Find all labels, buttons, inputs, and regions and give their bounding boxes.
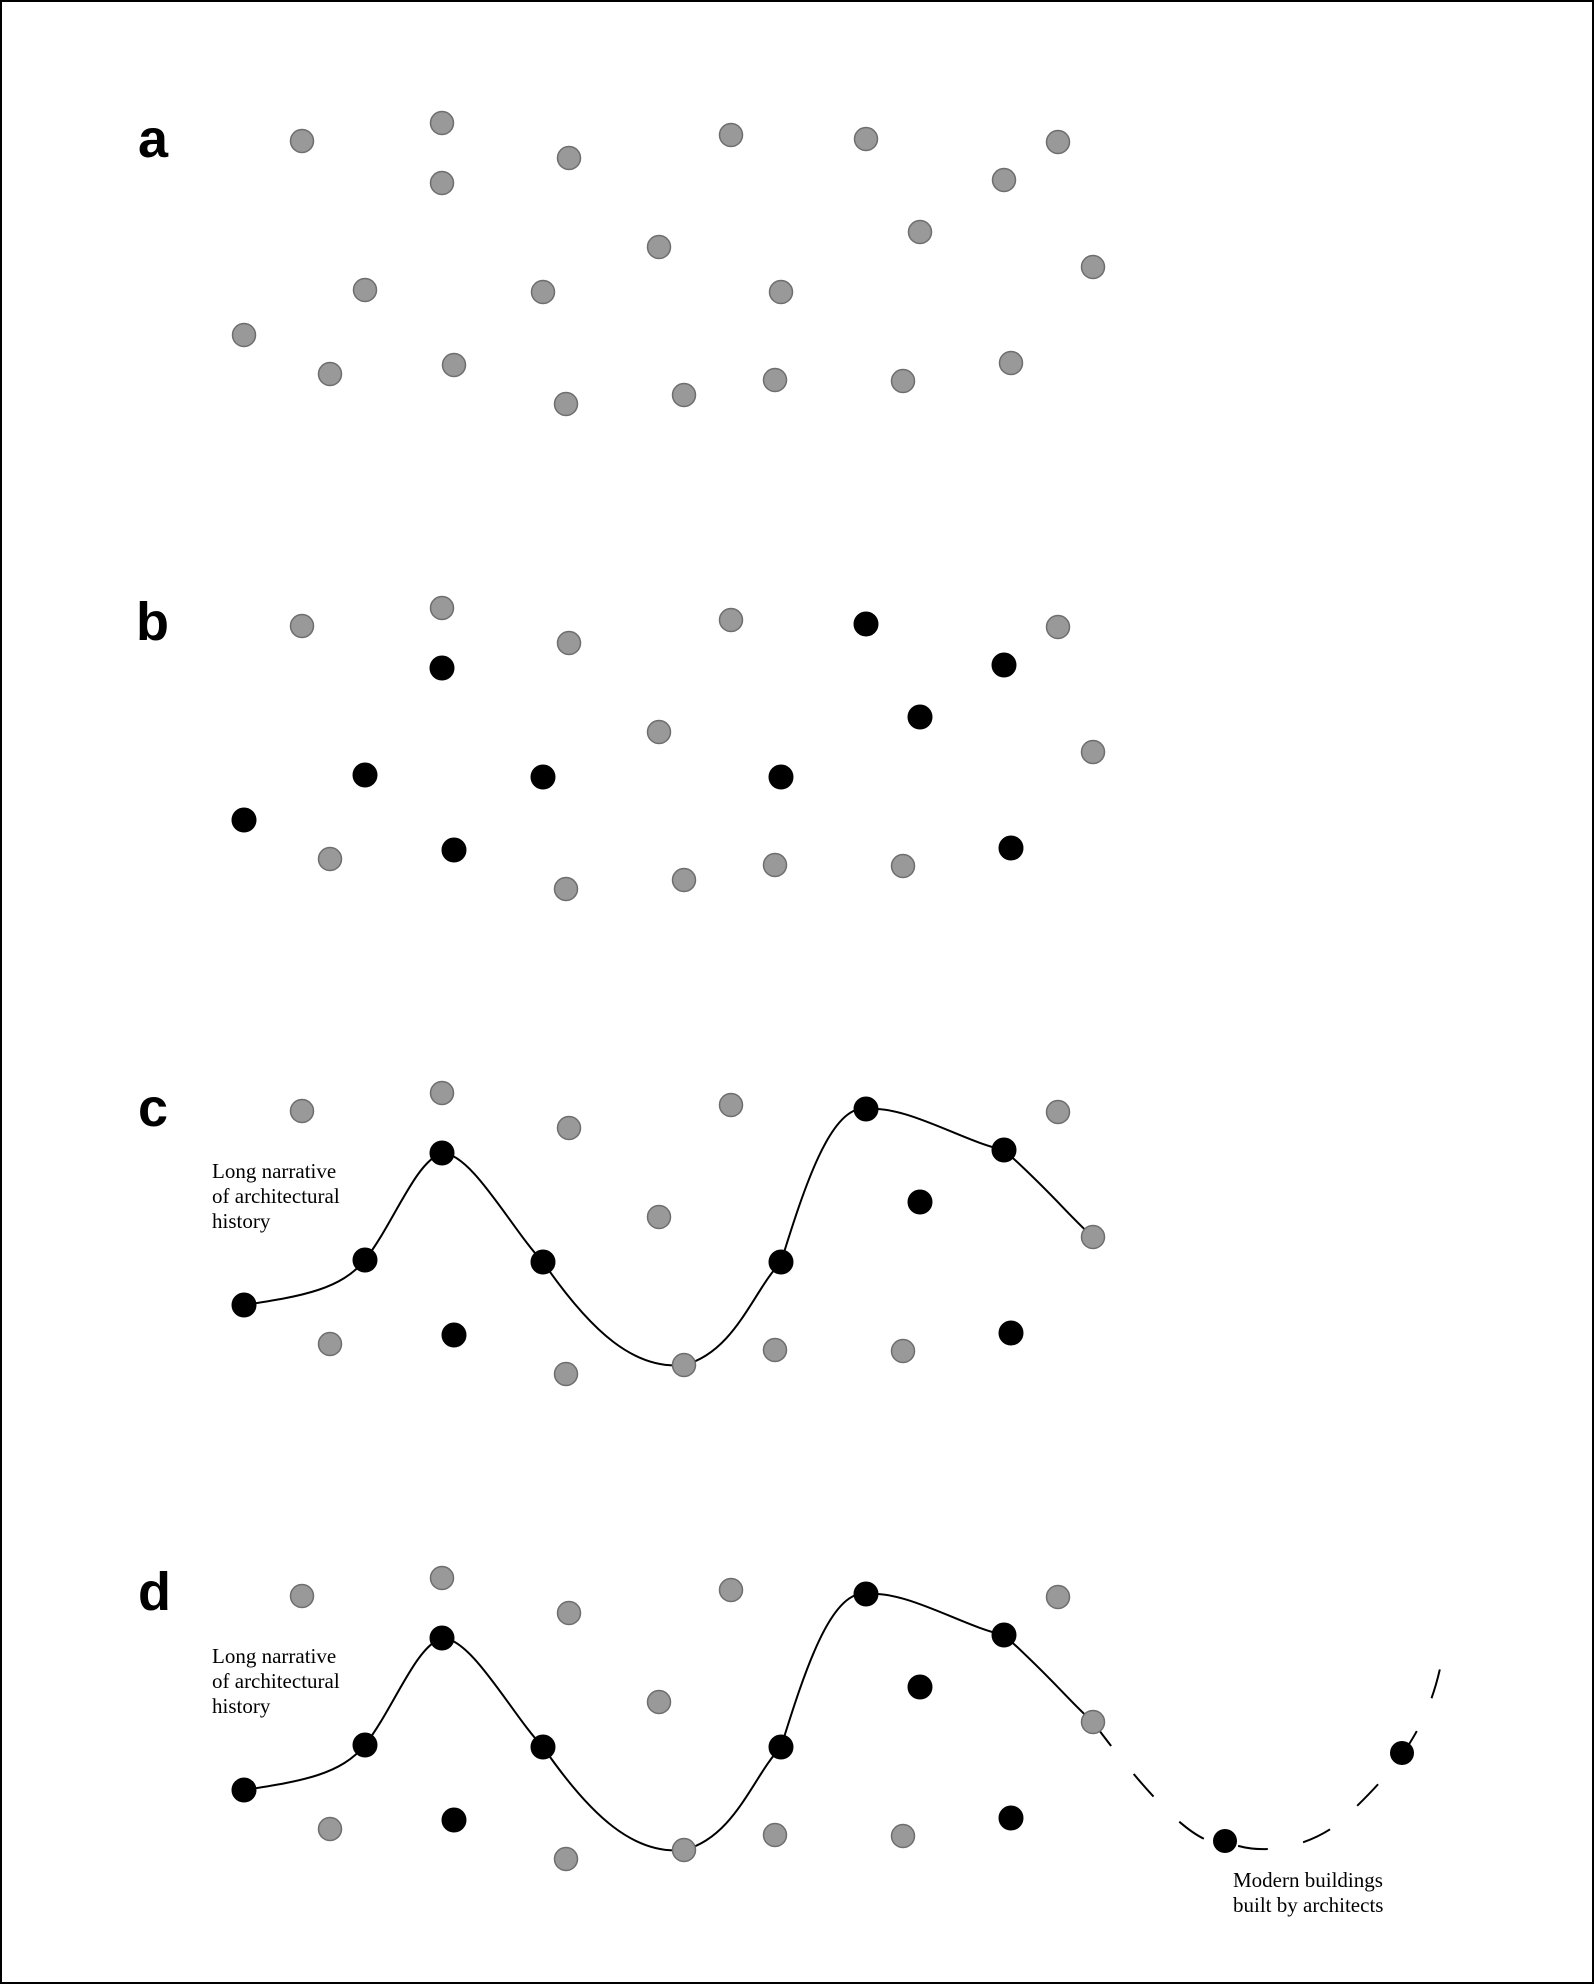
history-label [212, 1644, 340, 1718]
highlighted-building-dot [353, 763, 377, 787]
panel-a [138, 109, 1105, 416]
building-dot [855, 128, 878, 151]
modern-extension-dashed-curve [1093, 1659, 1442, 1849]
building-dot [648, 721, 671, 744]
building-dot [558, 1117, 581, 1140]
panel-letter-b: b [136, 592, 169, 652]
building-dot [993, 169, 1016, 192]
building-dot [1047, 616, 1070, 639]
building-dot [720, 1094, 743, 1117]
building-dot [720, 1579, 743, 1602]
building-dot [431, 597, 454, 620]
panel-b [136, 592, 1105, 901]
building-dot [1047, 1586, 1070, 1609]
building-dot [555, 1848, 578, 1871]
building-dot [1047, 1101, 1070, 1124]
building-dot [764, 854, 787, 877]
building-dot [443, 354, 466, 377]
highlighted-building-dot [531, 1735, 555, 1759]
building-dot [555, 878, 578, 901]
building-dot [233, 324, 256, 347]
building-dot [1082, 256, 1105, 279]
building-dot [291, 1100, 314, 1123]
building-dot [892, 370, 915, 393]
building-dot [648, 1691, 671, 1714]
building-dot [555, 393, 578, 416]
building-dot [673, 1839, 696, 1862]
building-dot [431, 172, 454, 195]
building-dot [558, 1602, 581, 1625]
diagram-canvas [2, 2, 1592, 1982]
building-dot [892, 1825, 915, 1848]
highlighted-building-dot [531, 765, 555, 789]
modern-building-dot [1213, 1829, 1237, 1853]
building-dot [558, 147, 581, 170]
highlighted-building-dot [442, 1808, 466, 1832]
building-dot [1082, 741, 1105, 764]
highlighted-building-dot [232, 808, 256, 832]
history-label-line: of architectural [212, 1184, 340, 1208]
building-dot [1082, 1226, 1105, 1249]
highlighted-building-dot [999, 1321, 1023, 1345]
panel-letter-a: a [138, 109, 169, 169]
building-dot [720, 609, 743, 632]
highlighted-building-dot [999, 1806, 1023, 1830]
history-curve [244, 1594, 1093, 1851]
building-dot [909, 221, 932, 244]
building-dot [319, 1818, 342, 1841]
highlighted-building-dot [992, 1623, 1016, 1647]
building-dot [558, 632, 581, 655]
highlighted-building-dot [353, 1733, 377, 1757]
building-dot [764, 1339, 787, 1362]
building-dot [673, 384, 696, 407]
building-dot [431, 1082, 454, 1105]
history-label [212, 1159, 340, 1233]
highlighted-building-dot [854, 612, 878, 636]
building-dot [648, 1206, 671, 1229]
building-dot [720, 124, 743, 147]
highlighted-building-dot [442, 838, 466, 862]
building-dot [532, 281, 555, 304]
highlighted-building-dot [999, 836, 1023, 860]
building-dot [431, 112, 454, 135]
modern-label-line: Modern buildings [1233, 1868, 1383, 1892]
building-dot [319, 363, 342, 386]
modern-building-dot [1390, 1741, 1414, 1765]
highlighted-building-dot [992, 653, 1016, 677]
building-dot [1047, 131, 1070, 154]
highlighted-building-dot [531, 1250, 555, 1274]
building-dot [319, 848, 342, 871]
building-dot [892, 1340, 915, 1363]
building-dot [764, 369, 787, 392]
panel-letter-d: d [138, 1562, 171, 1622]
panel-d [138, 1562, 1442, 1917]
highlighted-building-dot [908, 705, 932, 729]
highlighted-building-dot [908, 1190, 932, 1214]
modern-label-line: built by architects [1233, 1893, 1384, 1917]
highlighted-building-dot [992, 1138, 1016, 1162]
building-dot [354, 279, 377, 302]
highlighted-building-dot [232, 1293, 256, 1317]
building-dot [319, 1333, 342, 1356]
building-dot [892, 855, 915, 878]
building-dot [291, 130, 314, 153]
building-dot [673, 869, 696, 892]
highlighted-building-dot [854, 1097, 878, 1121]
building-dot [291, 615, 314, 638]
highlighted-building-dot [353, 1248, 377, 1272]
history-label-line: history [212, 1694, 271, 1718]
highlighted-building-dot [854, 1582, 878, 1606]
highlighted-building-dot [769, 1250, 793, 1274]
modern-label [1233, 1868, 1383, 1917]
building-dot [1082, 1711, 1105, 1734]
history-curve [244, 1109, 1093, 1366]
building-dot [291, 1585, 314, 1608]
building-dot [648, 236, 671, 259]
building-dot [555, 1363, 578, 1386]
building-dot [764, 1824, 787, 1847]
building-dot [431, 1567, 454, 1590]
highlighted-building-dot [769, 765, 793, 789]
history-label-line: history [212, 1209, 271, 1233]
history-label-line: of architectural [212, 1669, 340, 1693]
history-label-line: Long narrative [212, 1159, 337, 1183]
building-dot [673, 1354, 696, 1377]
highlighted-building-dot [430, 656, 454, 680]
history-label-line: Long narrative [212, 1644, 337, 1668]
highlighted-building-dot [232, 1778, 256, 1802]
highlighted-building-dot [430, 1141, 454, 1165]
building-dot [1000, 352, 1023, 375]
building-dot [770, 281, 793, 304]
panel-letter-c: c [138, 1078, 169, 1138]
highlighted-building-dot [908, 1675, 932, 1699]
highlighted-building-dot [442, 1323, 466, 1347]
panel-c [138, 1078, 1105, 1386]
highlighted-building-dot [430, 1626, 454, 1650]
highlighted-building-dot [769, 1735, 793, 1759]
